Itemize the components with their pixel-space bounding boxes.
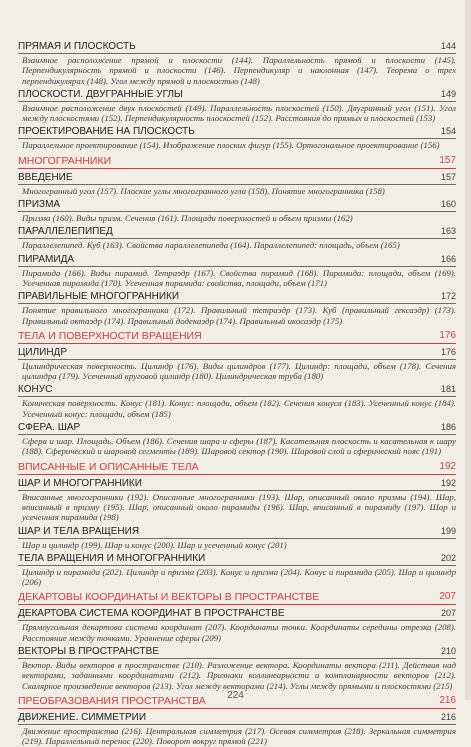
subsection-topics: Сфера и шар. Площадь. Объем (186). Сечения шара и сферы (187). Касательная плоскость и касательная к шару (188). Сферический и шаровой сегменты (189). Шаровой сектор (190). Шаровой слой и сферический пояс (191): [22, 436, 456, 457]
subsection: [18, 553, 456, 588]
subsection-title: ДЕКАРТОВА СИСТЕМА КООРДИНАТ В ПРОСТРАНСТВЕ: [18, 608, 285, 620]
subsection-page: 192: [440, 477, 456, 488]
subsection: [18, 41, 456, 86]
subsection: [18, 422, 456, 457]
subsection-topics: Шар и цилиндр (199). Шар и конус (200). Шар и усеченный конус (201): [22, 539, 287, 550]
subsection-topics: Взаимное расположение двух плоскостей (149). Параллельность плоскостей (150). Двугранный угол (151). Угол между плоскостями (152). Перпендикулярность плоскостей (152). Расстояния до прямых и плоскостей (153): [22, 102, 456, 124]
subsection-topics: Понятие правильного многогранника (172). Правильный тетраэдр (173). Куб (правильный гексаэдр) (173). Правильный октаэдр (174). Правильный додекаэдр (174). Правильный икосаэдр (175): [22, 305, 456, 326]
section-title: ПРЕОБРАЗОВАНИЯ ПРОСТРАНСТВА: [18, 694, 206, 707]
subsection-title: ВВЕДЕНИЕ: [18, 171, 73, 183]
section-heading: [18, 591, 456, 605]
subsection-title: ПРАВИЛЬНЫЕ МНОГОГРАННИКИ: [18, 291, 180, 303]
section-page: 157: [439, 154, 456, 166]
subsection-heading: [18, 384, 456, 397]
subsection: [18, 199, 456, 223]
subsection-title: ДВИЖЕНИЕ. СИММЕТРИИ: [18, 711, 147, 723]
subsection: [18, 384, 456, 419]
subsection-topics: Цилиндрическая поверхность. Цилиндр (176). Виды цилиндров (177). Цилиндр: площади, объем (178). Сечения цилиндра (179). Усеченный круговой цилиндр (180). Цилиндрическая труба (180): [22, 360, 456, 382]
subsection-heading: [18, 608, 456, 621]
subsection-title: ПИРАМИДА: [18, 253, 75, 265]
subsection: [18, 254, 456, 289]
subsection-topics: Взаимное расположение прямой и плоскости (144). Параллельность прямой и плоскости (145). Перпендикулярность прямой и плоскости (146). Перпендикуляр и наклонная (147). Теорема о трех перпендикулярах (148). Угол между прямой и плоскостью (148): [22, 55, 456, 86]
subsection-page: 166: [440, 253, 456, 264]
subsection-heading: [18, 291, 456, 304]
subsection-page: 157: [440, 171, 456, 182]
subsection-page: 163: [440, 226, 456, 237]
subsection-page: 144: [440, 41, 456, 51]
subsection-page: 199: [440, 525, 456, 536]
subsection-page: 154: [440, 126, 456, 137]
subsection-title: ПЛОСКОСТИ. ДВУГРАННЫЕ УГЛЫ: [18, 88, 183, 100]
subsection-title: ВЕКТОРЫ В ПРОСТРАНСТВЕ: [18, 646, 159, 658]
table-of-contents: [18, 38, 456, 747]
section-page: 192: [439, 460, 456, 472]
subsection-heading: [18, 553, 456, 566]
subsection-title: ПРИЗМА: [18, 199, 61, 211]
subsection-title: ШАР И МНОГОГРАННИКИ: [18, 477, 142, 489]
subsection: [18, 347, 456, 382]
subsection-heading: [18, 646, 456, 659]
subsection-topics: Движение пространства (216). Центральная симметрия (217). Осевая симметрия (218). Зеркальная симметрия (219). Параллельный перенос (220). Поворот вокруг прямой (221): [22, 725, 456, 747]
subsection: [18, 608, 456, 643]
subsection-heading: [18, 89, 456, 102]
section-heading: [18, 155, 456, 169]
subsection-title: ТЕЛА ВРАЩЕНИЯ И МНОГОГРАННИКИ: [18, 552, 206, 564]
subsection-topics: Пирамида (166). Виды пирамид. Тетраэдр (167). Свойства пирамид (168). Пирамида: площади, объем (169). Усеченная пирамида (170). Усеченная пирамида: свойства, площади, объем (171): [22, 267, 456, 288]
subsection-heading: [18, 347, 456, 360]
subsection: [18, 526, 456, 550]
section-title: ДЕКАРТОВЫ КООРДИНАТЫ И ВЕКТОРЫ В ПРОСТРАНСТВЕ: [18, 591, 320, 604]
section-title: ТЕЛА И ПОВЕРХНОСТИ ВРАЩЕНИЯ: [18, 329, 202, 342]
page-number: 224: [227, 690, 244, 701]
subsection-page: 186: [440, 422, 456, 433]
subsection-page: 207: [440, 608, 456, 619]
subsection-page: 210: [440, 646, 456, 657]
subsection-title: ШАР И ТЕЛА ВРАЩЕНИЯ: [18, 525, 140, 537]
subsection-topics: Параллельное проектирование (154). Изображение плоских фигур (155). Ортогональное проектирование (156): [22, 140, 440, 151]
subsection-topics: Призма (160). Виды призм. Сечения (161). Площади поверхностей и объем призмы (162): [22, 213, 353, 224]
section-page: 176: [439, 329, 456, 341]
subsection-title: СФЕРА. ШАР: [18, 422, 81, 434]
subsection: [18, 712, 456, 747]
subsection-page: 181: [440, 384, 456, 395]
subsection-page: 176: [440, 346, 456, 357]
subsection-title: ПРОЕКТИРОВАНИЕ НА ПЛОСКОСТЬ: [18, 126, 195, 138]
subsection-heading: [18, 126, 456, 139]
subsection-page: 216: [440, 711, 456, 722]
subsection-topics: Параллелепипед. Куб (163). Свойства параллелепипеда (164). Параллелепипед: площадь, объем (165): [22, 240, 400, 251]
section-page: 207: [439, 591, 456, 603]
subsection: [18, 646, 456, 691]
subsection-heading: [18, 712, 456, 725]
subsection-page: 202: [440, 552, 456, 563]
subsection-topics: Прямоугольная декартова система координат (207). Координаты точки. Координаты середины отрезка (208). Расстояние между точками. Уравнение сферы (209): [22, 622, 456, 643]
subsection-heading: [18, 478, 456, 491]
subsection-heading: [18, 226, 456, 239]
subsection: [18, 226, 456, 250]
subsection-page: 160: [440, 199, 456, 210]
subsection-heading: [18, 199, 456, 212]
subsection-page: 172: [440, 291, 456, 302]
subsection-topics: Цилиндр и пирамида (202). Цилиндр и призма (203). Конус и призма (204). Конус и пирамида (205). Шар и цилиндр (206): [22, 566, 456, 588]
section-heading: [18, 330, 456, 344]
subsection: [18, 291, 456, 326]
subsection-heading: [18, 254, 456, 267]
subsection: [18, 126, 456, 150]
section-title: МНОГОГРАННИКИ: [18, 154, 112, 167]
subsection-heading: [18, 41, 456, 54]
subsection-topics: Вектор. Виды векторов в пространстве (210). Разложение вектора. Координаты вектора (211). Действия над векторами, заданными координатами (212). Признаки коллинеарности и компланарности векторов (212). Скалярное произведение векторов (213). Угол между векторами (214). Углы между прямыми и плоскостями (215): [22, 660, 456, 691]
subsection: [18, 478, 456, 523]
subsection-title: ЦИЛИНДР: [18, 346, 67, 358]
subsection: [18, 89, 456, 124]
subsection-title: ПАРАЛЛЕЛЕПИПЕД: [18, 226, 113, 238]
section-heading: [18, 461, 456, 475]
page-edge: [465, 0, 471, 700]
subsection-topics: Коническая поверхность. Конус (181). Конус: площади, объем (182). Сечения конуса (183). Усеченный конус (184). Усеченный конус: площади, объем (185): [22, 398, 456, 419]
section-title: ВПИСАННЫЕ И ОПИСАННЫЕ ТЕЛА: [18, 460, 199, 473]
section-page: 216: [439, 694, 456, 706]
subsection-heading: [18, 422, 456, 435]
subsection: [18, 172, 456, 196]
subsection-page: 149: [440, 88, 456, 99]
subsection-topics: Многогранный угол (157). Плоские углы многогранного угла (158). Понятие многогранника (158): [22, 185, 385, 196]
subsection-title: ПРЯМАЯ И ПЛОСКОСТЬ: [18, 41, 136, 52]
subsection-title: КОНУС: [18, 384, 53, 396]
subsection-heading: [18, 172, 456, 185]
subsection-heading: [18, 526, 456, 539]
subsection-topics: Вписанные многогранники (192). Описанные многогранники (193). Шар, описанный около призмы (194). Шар, вписанный в призму (195). Шар, описанный около пирамиды (196). Шар, вписанный в пирамиду (197). Шар и усеченная пирамида (198): [22, 491, 456, 523]
